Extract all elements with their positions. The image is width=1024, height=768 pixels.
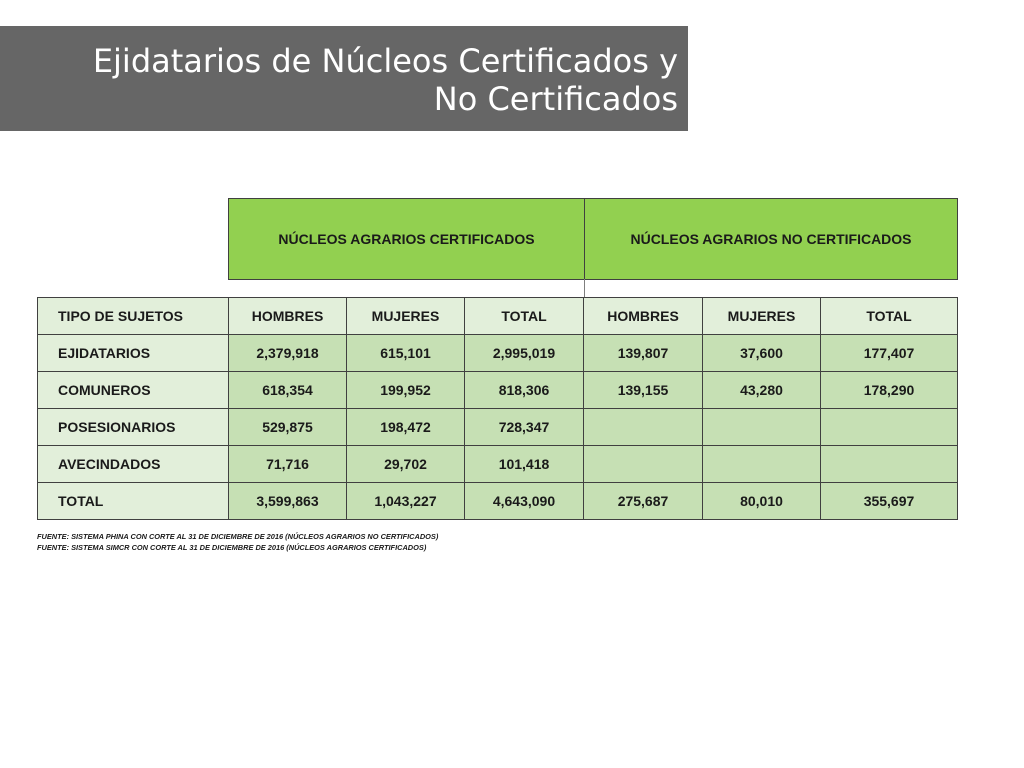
source-notes xyxy=(37,531,438,553)
table-cell: 37,600 xyxy=(703,335,821,372)
table-cell xyxy=(584,446,703,483)
table-cell: 29,702 xyxy=(347,446,465,483)
row-label: POSESIONARIOS xyxy=(38,409,229,446)
group-header-no-certificados: NÚCLEOS AGRARIOS NO CERTIFICADOS xyxy=(584,198,958,280)
title-line-1: Ejidatarios de Núcleos Certificados y xyxy=(92,42,678,80)
table-row xyxy=(38,335,958,372)
table-cell: 728,347 xyxy=(465,409,584,446)
table-cell: 43,280 xyxy=(703,372,821,409)
column-header-total-cert: TOTAL xyxy=(465,298,584,335)
table-cell: 177,407 xyxy=(821,335,958,372)
group-divider xyxy=(584,279,585,297)
table-cell: 71,716 xyxy=(229,446,347,483)
table-cell: 275,687 xyxy=(584,483,703,520)
table-cell: 4,643,090 xyxy=(465,483,584,520)
table-cell: 101,418 xyxy=(465,446,584,483)
table-cell: 80,010 xyxy=(703,483,821,520)
data-table xyxy=(37,297,958,520)
row-label: AVECINDADOS xyxy=(38,446,229,483)
table-cell xyxy=(821,446,958,483)
table-cell xyxy=(703,446,821,483)
row-label: TOTAL xyxy=(38,483,229,520)
column-header-mujeres-nocert: MUJERES xyxy=(703,298,821,335)
column-header-mujeres-cert: MUJERES xyxy=(347,298,465,335)
table-cell: 2,995,019 xyxy=(465,335,584,372)
table-cell: 139,155 xyxy=(584,372,703,409)
source-note: FUENTE: SISTEMA SIMCR CON CORTE AL 31 DE DICIEMBRE DE 2016 (NÚCLEOS AGRARIOS CERTIFICADOS) xyxy=(37,543,427,552)
table-cell xyxy=(821,409,958,446)
table-row xyxy=(38,446,958,483)
table-cell xyxy=(703,409,821,446)
table-cell: 199,952 xyxy=(347,372,465,409)
slide-title xyxy=(0,26,688,131)
column-header-total-nocert: TOTAL xyxy=(821,298,958,335)
table-row xyxy=(38,483,958,520)
table-cell: 2,379,918 xyxy=(229,335,347,372)
table-cell: 818,306 xyxy=(465,372,584,409)
table-cell: 3,599,863 xyxy=(229,483,347,520)
title-line-2: No Certificados xyxy=(433,80,678,118)
table-cell: 529,875 xyxy=(229,409,347,446)
table-row xyxy=(38,372,958,409)
table-cell xyxy=(584,409,703,446)
table-row xyxy=(38,409,958,446)
table-cell: 355,697 xyxy=(821,483,958,520)
row-label: EJIDATARIOS xyxy=(38,335,229,372)
table-cell: 1,043,227 xyxy=(347,483,465,520)
column-header-tipo: TIPO DE SUJETOS xyxy=(38,298,229,335)
table-cell: 615,101 xyxy=(347,335,465,372)
table-cell: 198,472 xyxy=(347,409,465,446)
table-cell: 139,807 xyxy=(584,335,703,372)
row-label: COMUNEROS xyxy=(38,372,229,409)
table-cell: 178,290 xyxy=(821,372,958,409)
table-cell: 618,354 xyxy=(229,372,347,409)
column-header-hombres-cert: HOMBRES xyxy=(229,298,347,335)
column-header-hombres-nocert: HOMBRES xyxy=(584,298,703,335)
table-header-row xyxy=(38,298,958,335)
group-header-certificados: NÚCLEOS AGRARIOS CERTIFICADOS xyxy=(228,198,585,280)
source-note: FUENTE: SISTEMA PHINA CON CORTE AL 31 DE DICIEMBRE DE 2016 (NÚCLEOS AGRARIOS NO CERTIFICADOS) xyxy=(37,532,439,541)
